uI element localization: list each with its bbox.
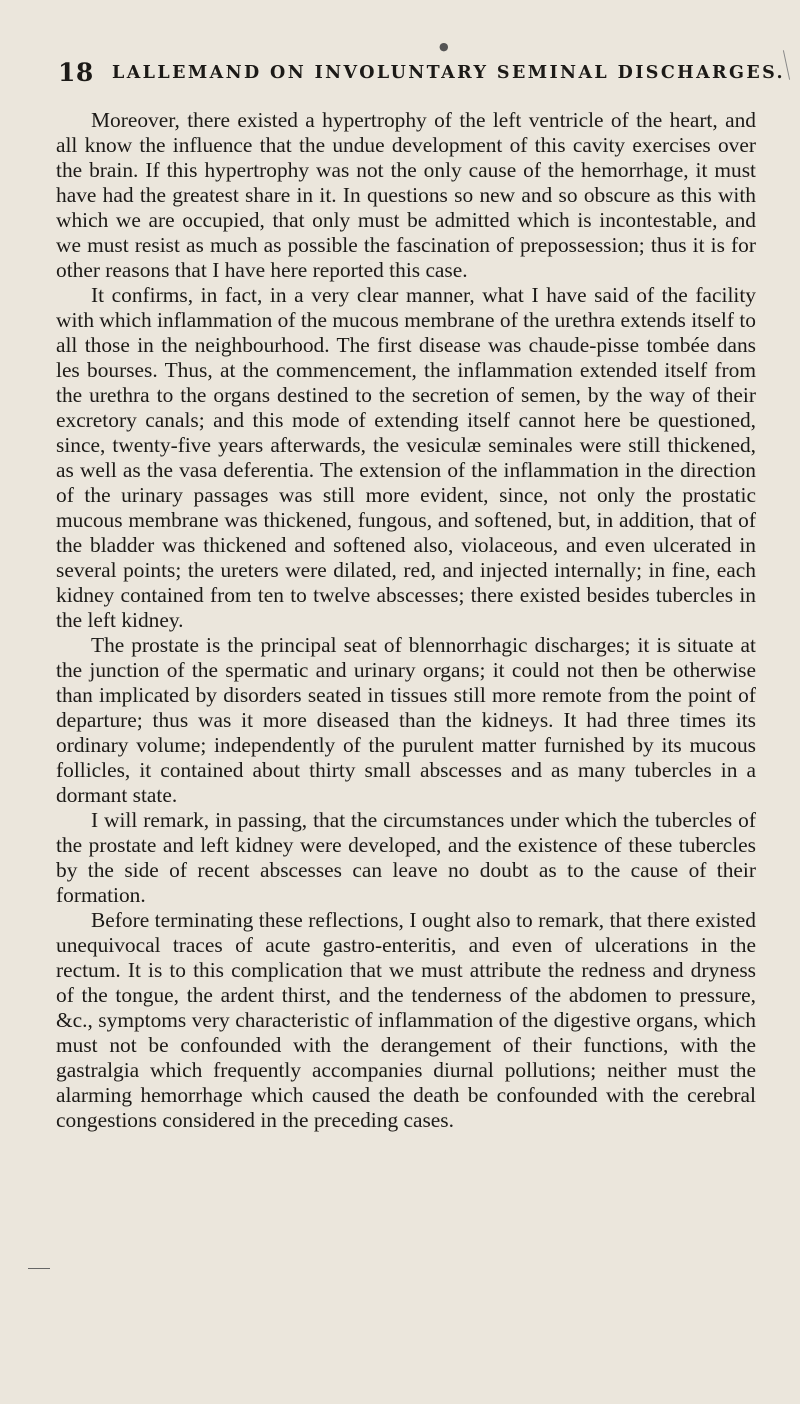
body-text <box>56 108 756 1133</box>
margin-dash <box>28 1268 50 1269</box>
paragraph: It confirms, in fact, in a very clear manner, what I have said of the facility with which inflammation of the mucous membrane of the urethra extends itself to all those in the neighbourhood. The first disease was chaude-pisse tombée dans les bourses. Thus, at the commencement, the inflammation extended itself from the urethra to the organs destined to the secretion of semen, by the way of their excretory canals; and this mode of extending itself cannot here be questioned, since, twenty-five years afterwards, the vesiculæ seminales were still thickened, as well as the vasa deferentia. The extension of the inflammation in the direction of the urinary passages was still more evident, since, not only the prostatic mucous membrane was thickened, fungous, and softened, but, in addition, that of the bladder was thickened and softened also, violaceous, and even ulcerated in several points; the ureters were dilated, red, and injected internally; in fine, each kidney contained from ten to twelve abscesses; there existed besides tubercles in the left kidney. <box>56 283 756 632</box>
paragraph: Before terminating these reflections, I ought also to remark, that there existed unequivocal traces of acute gastro-enteritis, and even of ulcerations in the rectum. It is to this complication that we must attribute the redness and dryness of the tongue, the ardent thirst, and the tenderness of the abdomen to pressure, &c., symptoms very characteristic of inflammation of the digestive organs, which must not be confounded with the derangement of their functions, with the gastralgia which frequently accompanies diurnal pollutions; neither must the alarming hemorrhage which caused the death be confounded with the cerebral congestions considered in the preceding cases. <box>56 908 756 1132</box>
paragraph: Moreover, there existed a hypertrophy of the left ventricle of the heart, and all know the influence that the undue development of this cavity exercises over the brain. If this hypertrophy was not the only cause of the hemorrhage, it must have had the greatest share in it. In questions so new and so obscure as this with which we are occupied, that only must be admitted which is incontestable, and we must resist as much as possible the fascination of prepossession; thus it is for other reasons that I have here reported this case. <box>56 108 756 282</box>
paragraph: I will remark, in passing, that the circumstances under which the tubercles of the prostate and left kidney were developed, and the existence of these tubercles by the side of recent abscesses can leave no doubt as to the cause of their formation. <box>56 808 756 907</box>
running-title: LALLEMAND ON INVOLUNTARY SEMINAL DISCHARGES. <box>112 63 785 83</box>
page-header <box>58 58 785 94</box>
paragraph: The prostate is the principal seat of blennorrhagic discharges; it is situate at the junction of the spermatic and urinary organs; it could not then be otherwise than implicated by disorders seated in tissues still more remote from the point of departure; thus was it more diseased than the kidneys. It had three times its ordinary volume; independently of the purulent matter furnished by its mucous follicles, it contained about thirty small abscesses and as many tubercles in a dormant state. <box>56 633 756 807</box>
page-number: 18 <box>58 58 94 87</box>
ink-speck: ● <box>439 40 449 53</box>
